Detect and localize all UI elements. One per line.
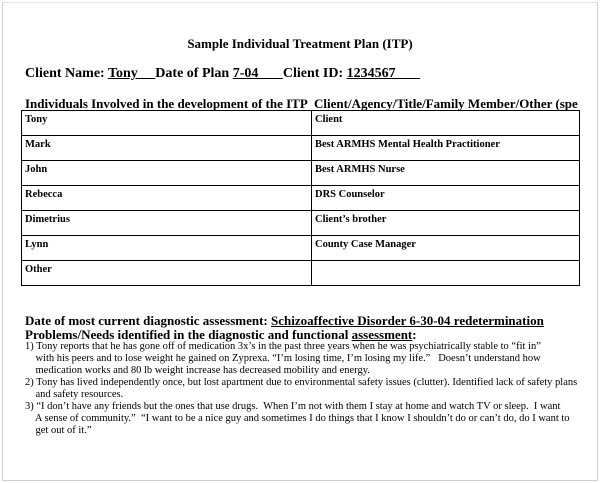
table-row: [22, 136, 580, 161]
diagnostic-value: Schizoaffective Disorder 6-30-04 redetermination: [271, 313, 544, 328]
problem-line: get out of it.”: [25, 425, 92, 436]
problem-line: medication works and 80 lb weight increase has decreased mobility and energy.: [25, 365, 370, 376]
individual-role: County Case Manager: [315, 239, 416, 250]
table-row: [22, 261, 580, 286]
problems-list: [25, 341, 595, 437]
client-id-label: Client ID:: [282, 66, 347, 81]
individual-role-cell: [312, 261, 580, 286]
individual-name-cell: [22, 161, 312, 186]
individual-role-cell: [312, 161, 580, 186]
individual-name-cell: [22, 111, 312, 136]
client-name-value: Tony: [107, 66, 156, 81]
table-row: [22, 211, 580, 236]
individual-role: Client’s brother: [315, 214, 387, 225]
client-info-line: [25, 66, 420, 82]
problem-line: 2) Tony has lived independently once, but lost apartment due to environmental safety issues (clutter). Identified lack of safety plans: [25, 377, 578, 388]
problems-heading-text: Problems/Needs identified in the diagnostic and functional: [25, 327, 352, 342]
problems-heading-colon: :: [412, 327, 417, 342]
individuals-table: [21, 110, 580, 286]
individual-name: Mark: [25, 139, 51, 150]
individual-name-cell: [22, 186, 312, 211]
individual-name-cell: [22, 211, 312, 236]
table-row: [22, 161, 580, 186]
individual-role-cell: [312, 236, 580, 261]
individual-name-cell: [22, 136, 312, 161]
table-row: [22, 186, 580, 211]
table-row: [22, 111, 580, 136]
problems-heading-underlined: assessment: [351, 327, 413, 342]
problem-line: 3) “I don’t have any friends but the ones that use drugs. When I’m not with them I stay at home and watch TV or sleep. I want: [25, 401, 561, 412]
individual-name: Rebecca: [25, 189, 63, 200]
individual-role: Best ARMHS Mental Health Practitioner: [315, 139, 500, 150]
individual-name: Tony: [25, 114, 48, 125]
client-name-label: Client Name:: [25, 66, 108, 81]
date-of-plan-value: 7-04: [232, 66, 283, 81]
individual-name-cell: [22, 236, 312, 261]
table-row: [22, 236, 580, 261]
individual-name: Other: [25, 264, 52, 275]
individual-name: John: [25, 164, 48, 175]
date-of-plan-label: Date of Plan: [155, 66, 233, 81]
problem-line: with his peers and to lose weight he gained on Zyprexa. “I’m losing time, I’m losing my life.” Doesn’t understand how: [25, 353, 541, 364]
individual-role: Best ARMHS Nurse: [315, 164, 405, 175]
problem-line: A sense of community.” “I want to be a nice guy and sometimes I do things that I know I shouldn’t do or can’t do, do I want to: [25, 413, 570, 424]
individual-name-cell: [22, 261, 312, 286]
problem-line: 1) Tony reports that he has gone off of medication 3x’s in the past three years when he was psychiatrically stable to “fit in”: [25, 341, 541, 352]
individual-role: DRS Counselor: [315, 189, 385, 200]
table-header-individuals: Individuals Involved in the development of the ITP: [25, 96, 308, 111]
individual-role-cell: [312, 111, 580, 136]
client-id-value: 1234567: [346, 66, 421, 81]
table-header-roles: Client/Agency/Title/Family Member/Other (spe: [314, 96, 578, 111]
problem-line: and safety resources.: [25, 389, 124, 400]
individual-name: Dimetrius: [25, 214, 70, 225]
individual-role-cell: [312, 186, 580, 211]
individual-role-cell: [312, 211, 580, 236]
individual-role-cell: [312, 136, 580, 161]
individual-role: Client: [315, 114, 343, 125]
diagnostic-label: Date of most current diagnostic assessment:: [25, 313, 272, 328]
document-title: Sample Individual Treatment Plan (ITP): [187, 36, 413, 51]
individual-name: Lynn: [25, 239, 49, 250]
